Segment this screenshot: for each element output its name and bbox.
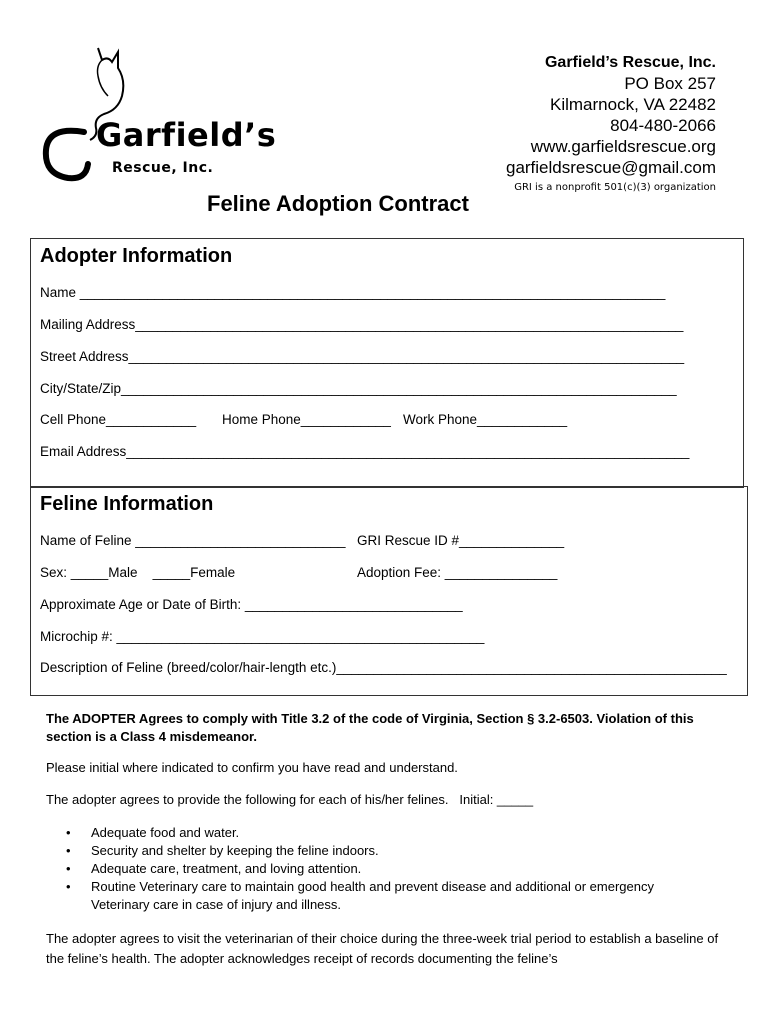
description-field[interactable]: Description of Feline (breed/color/hair-length etc.)____________________________________________________ (40, 660, 727, 675)
microchip-field[interactable]: Microchip #: _________________________________________________ (40, 629, 485, 644)
adopter-information-section (30, 238, 744, 488)
org-po-box: PO Box 257 (624, 74, 716, 93)
list-item: • Security and shelter by keeping the feline indoors. (46, 842, 706, 860)
list-item: • Routine Veterinary care to maintain good health and prevent disease and additional or emergency Veterinary care in case of injury and illness. (46, 878, 706, 914)
list-item: • Adequate food and water. (46, 824, 706, 842)
org-email: garfieldsrescue@gmail.com (505, 158, 716, 177)
rescue-id-field[interactable]: GRI Rescue ID #______________ (357, 533, 565, 548)
virginia-law-notice: The ADOPTER Agrees to comply with Title 3.2 of the code of Virginia, Section § 3.2-6503. Violation of this section is a Class 4 misdemeanor. (46, 711, 694, 744)
provide-agreement: The adopter agrees to provide the following for each of his/her felines. Initial: _____ (46, 792, 534, 807)
org-name: Garfield’s Rescue, Inc. (544, 54, 716, 71)
document-title: Feline Adoption Contract (207, 191, 469, 216)
city-state-zip-field[interactable]: City/State/Zip__________________________________________________________________________ (40, 381, 677, 396)
org-website: www.garfieldsrescue.org (530, 137, 716, 156)
garfields-rescue-logo (38, 40, 277, 185)
org-phone: 804-480-2066 (610, 116, 716, 135)
adopter-heading: Adopter Information (40, 245, 233, 267)
work-phone-field[interactable]: Work Phone____________ (403, 412, 568, 427)
feline-name-field[interactable]: Name of Feline ____________________________ (40, 533, 346, 548)
initial-instructions: Please initial where indicated to confirm you have read and understand. (46, 760, 458, 775)
mailing-address-field[interactable]: Mailing Address_________________________________________________________________________ (40, 317, 684, 332)
list-item: • Adequate care, treatment, and loving attention. (46, 860, 706, 878)
sex-field[interactable]: Sex: _____Male _____Female (40, 565, 236, 580)
care-requirements-list (46, 824, 706, 914)
feline-information-section (30, 486, 748, 696)
adoption-fee-field[interactable]: Adoption Fee: _______________ (357, 565, 558, 580)
veterinarian-agreement: The adopter agrees to visit the veterinarian of their choice during the three-week trial period to establish a baseline of the feline’s health. The adopter acknowledges receipt of records documenting the feline’s (46, 931, 719, 966)
organization-contact (506, 52, 716, 195)
logo-text: Garfield’s (96, 116, 277, 154)
org-city: Kilmarnock, VA 22482 (550, 95, 716, 114)
street-address-field[interactable]: Street Address__________________________________________________________________________ (40, 349, 685, 364)
email-address-field[interactable]: Email Address___________________________________________________________________________ (40, 444, 690, 459)
adopter-name-field[interactable]: Name ______________________________________________________________________________ (40, 285, 666, 300)
logo-subtext: Rescue, Inc. (112, 160, 214, 176)
org-tagline: GRI is a nonprofit 501(c)(3) organization (514, 182, 716, 193)
age-dob-field[interactable]: Approximate Age or Date of Birth: _____________________________ (40, 597, 463, 612)
cell-phone-field[interactable]: Cell Phone____________ (40, 412, 197, 427)
feline-heading: Feline Information (40, 493, 214, 515)
home-phone-field[interactable]: Home Phone____________ (222, 412, 391, 427)
